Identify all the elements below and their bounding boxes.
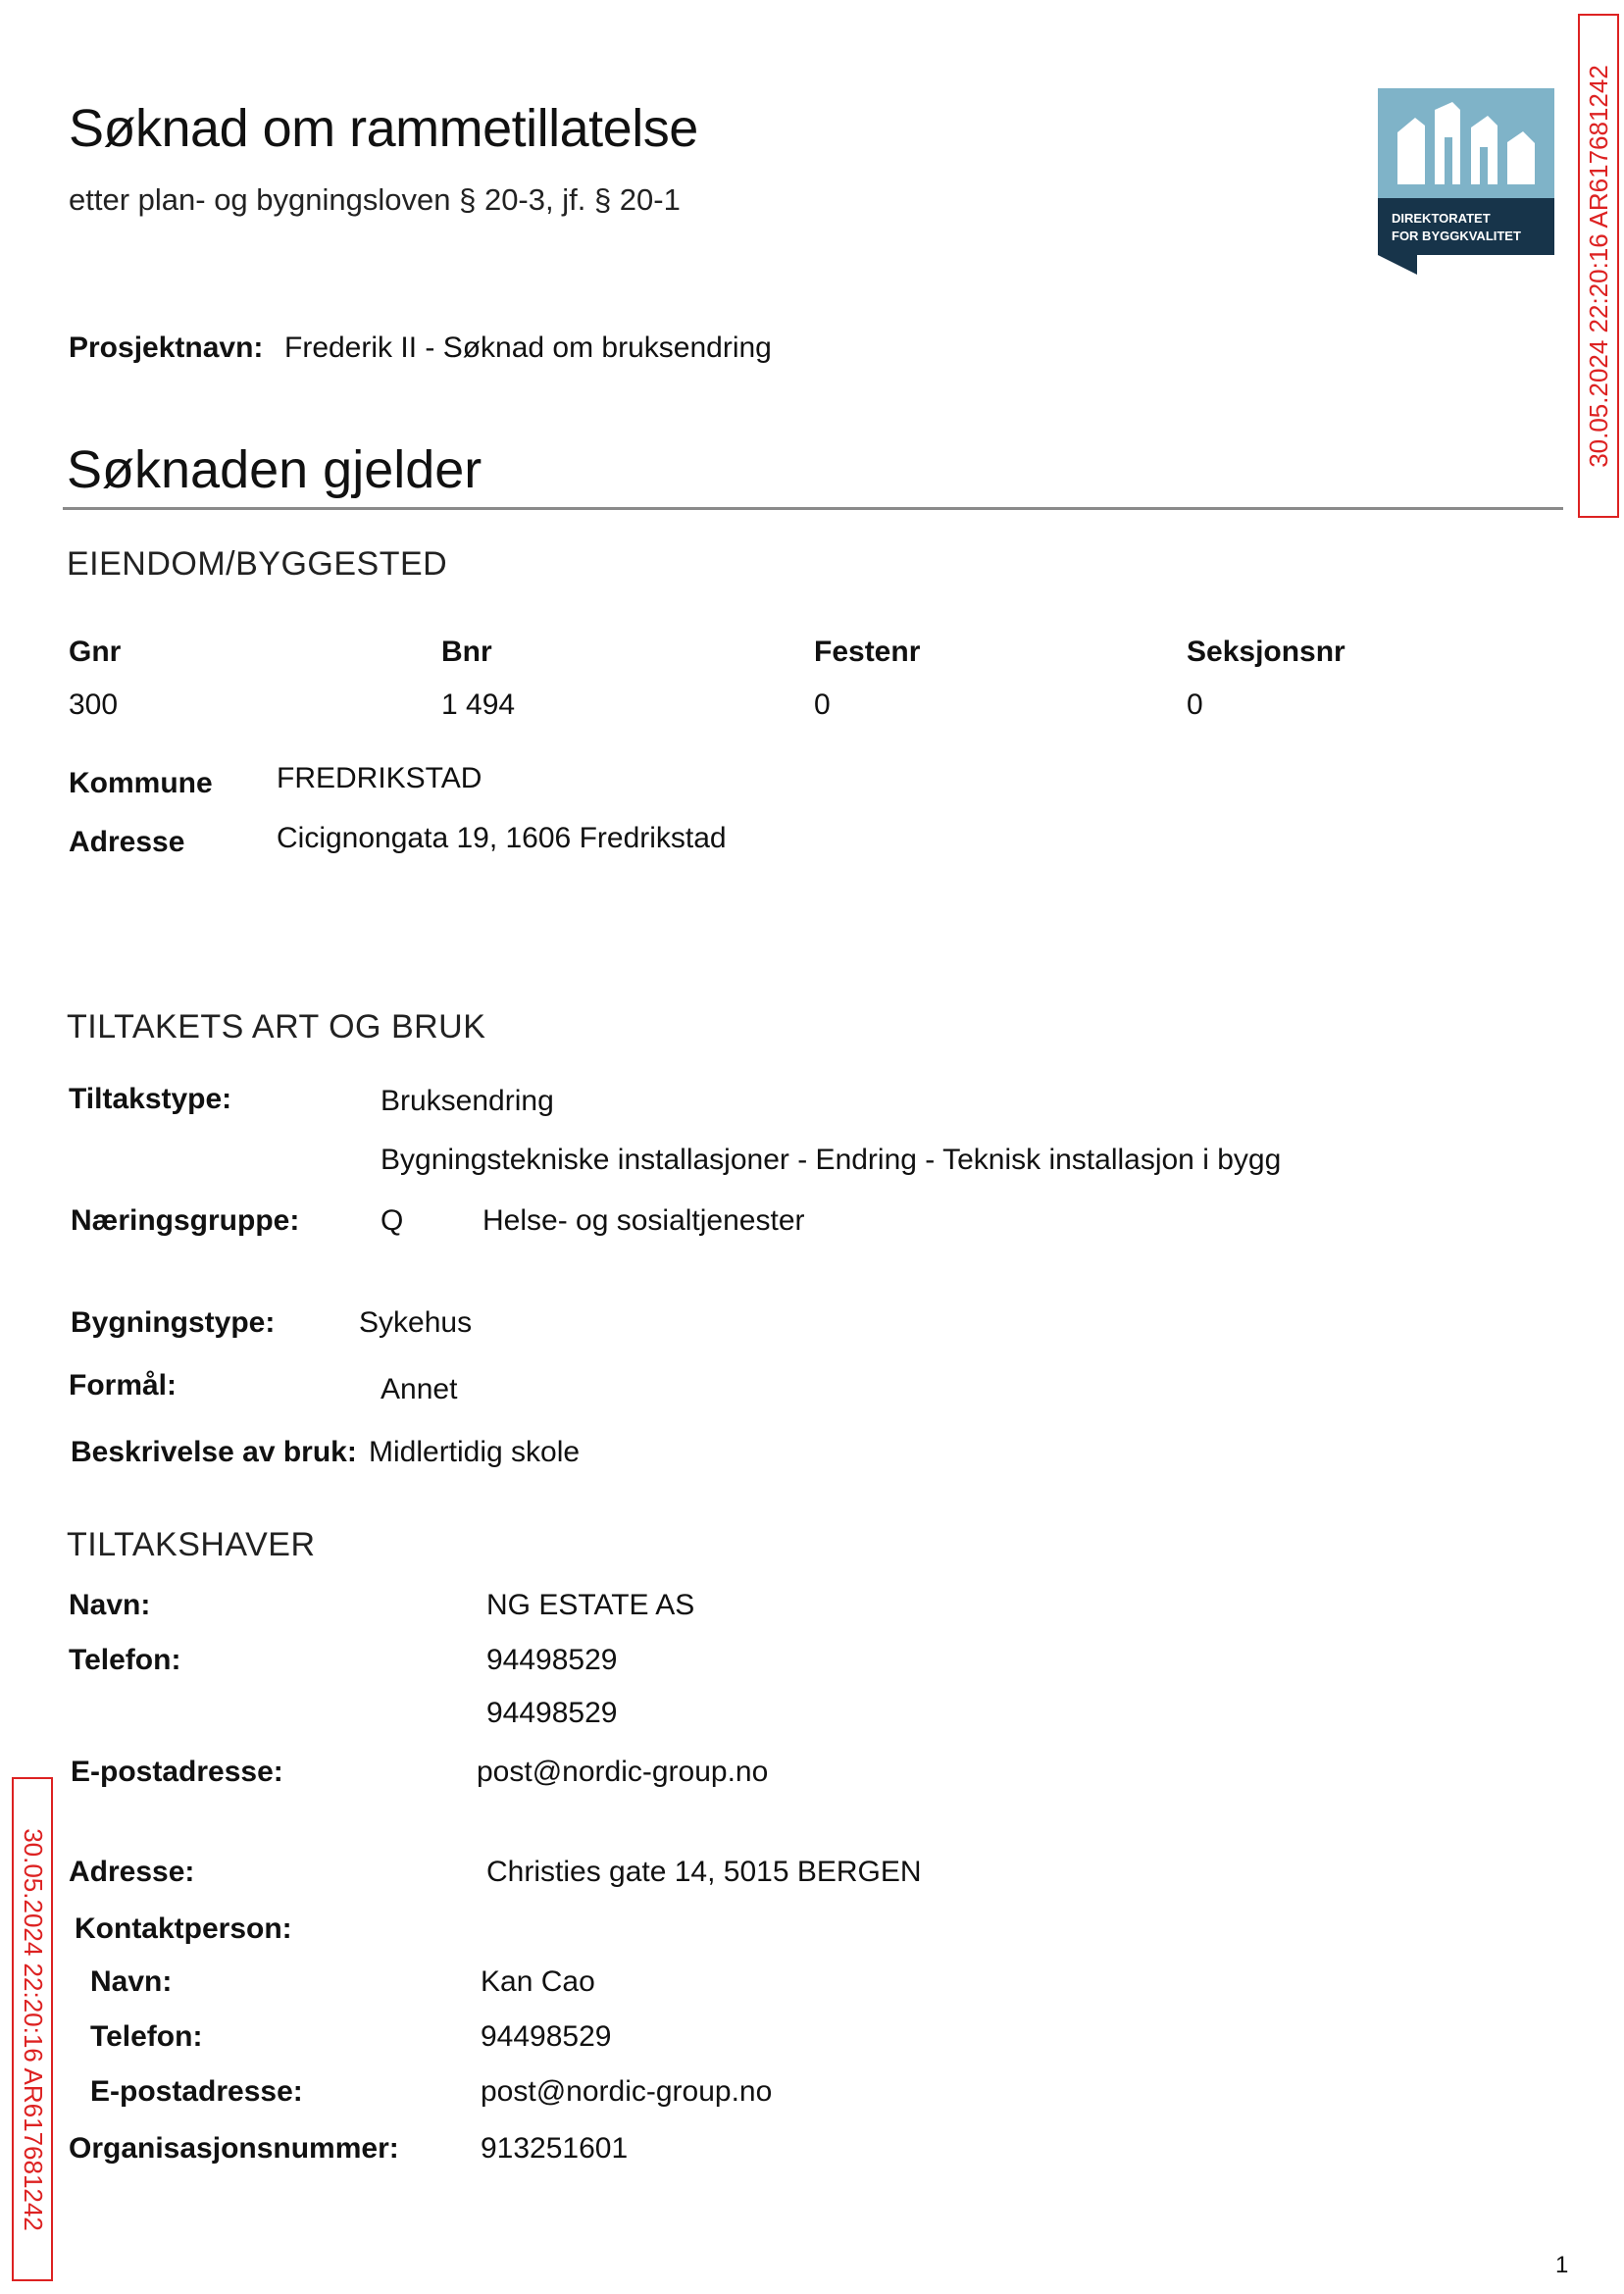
owner-navn-value: NG ESTATE AS bbox=[486, 1589, 695, 1621]
project-value: Frederik II - Søknad om bruksendring bbox=[284, 331, 772, 364]
naeringsgruppe-code: Q bbox=[381, 1204, 404, 1237]
bygningstype-value: Sykehus bbox=[359, 1306, 473, 1339]
bygningstype-label: Bygningstype: bbox=[71, 1306, 276, 1339]
kommune-label: Kommune bbox=[69, 767, 213, 799]
bnr-value: 1 494 bbox=[441, 688, 516, 721]
owner-telefon-value-1: 94498529 bbox=[486, 1644, 618, 1676]
logo-line2: FOR BYGGKVALITET bbox=[1392, 229, 1521, 243]
festenr-label: Festenr bbox=[814, 636, 921, 668]
festenr-value: 0 bbox=[814, 688, 831, 721]
property-heading: EIENDOM/BYGGESTED bbox=[67, 545, 448, 583]
owner-navn-label: Navn: bbox=[69, 1589, 151, 1621]
kontakt-navn-value: Kan Cao bbox=[481, 1965, 595, 1998]
gnr-value: 300 bbox=[69, 688, 119, 721]
owner-telefon-label: Telefon: bbox=[69, 1644, 181, 1676]
kontaktperson-label: Kontaktperson: bbox=[75, 1912, 292, 1945]
tiltakstype-value-1: Bruksendring bbox=[381, 1085, 554, 1117]
section-title: Søknaden gjelder bbox=[67, 440, 482, 499]
seksjonsnr-label: Seksjonsnr bbox=[1187, 636, 1345, 668]
owner-adresse-value: Christies gate 14, 5015 BERGEN bbox=[486, 1856, 922, 1888]
page-number: 1 bbox=[1555, 2252, 1569, 2278]
org-label: Organisasjonsnummer: bbox=[69, 2132, 399, 2165]
document-title: Søknad om rammetillatelse bbox=[69, 99, 698, 158]
beskrivelse-label: Beskrivelse av bruk: bbox=[71, 1436, 357, 1468]
logo-line1: DIREKTORATET bbox=[1392, 211, 1491, 226]
bnr-label: Bnr bbox=[441, 636, 492, 668]
tiltakstype-label: Tiltakstype: bbox=[69, 1083, 232, 1115]
document-subtitle: etter plan- og bygningsloven § 20-3, jf. § 20-1 bbox=[69, 182, 681, 217]
beskrivelse-value: Midlertidig skole bbox=[369, 1436, 581, 1468]
adresse-label: Adresse bbox=[69, 826, 185, 858]
naeringsgruppe-value: Helse- og sosialtjenester bbox=[482, 1204, 805, 1237]
formal-value: Annet bbox=[381, 1373, 458, 1405]
project-label: Prosjektnavn: bbox=[69, 331, 264, 364]
kontakt-epost-value: post@nordic-group.no bbox=[481, 2075, 773, 2108]
owner-epost-label: E-postadresse: bbox=[71, 1756, 283, 1788]
measure-heading: TILTAKETS ART OG BRUK bbox=[67, 1008, 486, 1045]
adresse-value: Cicignongata 19, 1606 Fredrikstad bbox=[277, 822, 727, 854]
timestamp-stamp-left: 30.05.2024 22:20:16 AR617681242 bbox=[12, 1777, 53, 2281]
section-divider bbox=[63, 507, 1563, 510]
kontakt-epost-label: E-postadresse: bbox=[90, 2075, 303, 2108]
kommune-value: FREDRIKSTAD bbox=[277, 762, 482, 794]
tiltakstype-value-2: Bygningstekniske installasjoner - Endring - Teknisk installasjon i bygg bbox=[381, 1144, 1282, 1176]
building-logo-icon bbox=[1378, 88, 1554, 275]
timestamp-stamp-right: 30.05.2024 22:20:16 AR617681242 bbox=[1578, 14, 1619, 518]
seksjonsnr-value: 0 bbox=[1187, 688, 1203, 721]
owner-epost-value: post@nordic-group.no bbox=[477, 1756, 769, 1788]
naeringsgruppe-label: Næringsgruppe: bbox=[71, 1204, 300, 1237]
kontakt-telefon-value: 94498529 bbox=[481, 2020, 612, 2053]
owner-heading: TILTAKSHAVER bbox=[67, 1526, 316, 1563]
gnr-label: Gnr bbox=[69, 636, 122, 668]
owner-telefon-value-2: 94498529 bbox=[486, 1697, 618, 1729]
org-value: 913251601 bbox=[481, 2132, 629, 2165]
owner-adresse-label: Adresse: bbox=[69, 1856, 195, 1888]
formal-label: Formål: bbox=[69, 1369, 178, 1402]
dibk-logo bbox=[1378, 88, 1554, 275]
kontakt-navn-label: Navn: bbox=[90, 1965, 173, 1998]
kontakt-telefon-label: Telefon: bbox=[90, 2020, 203, 2053]
